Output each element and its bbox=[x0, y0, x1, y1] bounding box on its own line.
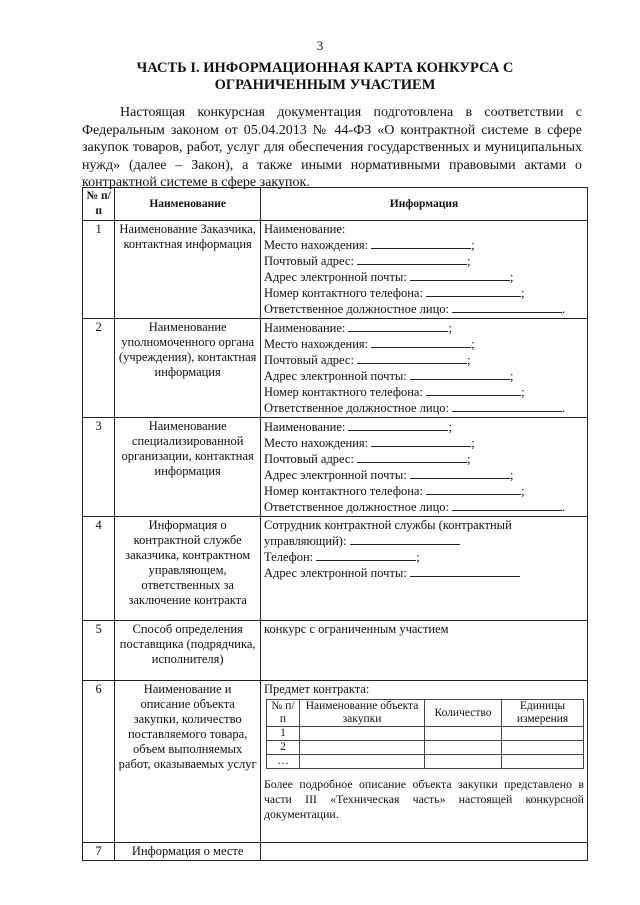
row-info bbox=[261, 418, 588, 517]
field-line: Номер контактного телефона: ; bbox=[264, 385, 525, 399]
row-info bbox=[261, 319, 588, 418]
table-row bbox=[83, 221, 588, 319]
field-line: Адрес электронной почты: ; bbox=[264, 468, 514, 482]
table-row bbox=[83, 681, 588, 843]
row-name: Наименование уполномоченного органа (учреждения), контактная информация bbox=[115, 319, 261, 418]
field-line: Номер контактного телефона: ; bbox=[264, 286, 525, 300]
table-row bbox=[83, 517, 588, 621]
inner-header: № п/п bbox=[267, 700, 300, 727]
inner-header: Количество bbox=[425, 700, 502, 727]
subject-table bbox=[266, 699, 584, 769]
subject-description: Более подробное описание объекта закупки представлено в части III «Техническая часть» настоящей конкурсной документации. bbox=[264, 777, 584, 821]
field-line: Почтовый адрес: ; bbox=[264, 353, 471, 367]
row-info bbox=[261, 221, 588, 319]
row-name: Наименование и описание объекта закупки, количество поставляемого товара, объем выполняемых работ, оказываемых услуг bbox=[115, 681, 261, 843]
row-num: 3 bbox=[83, 418, 115, 517]
inner-cell: … bbox=[267, 755, 300, 769]
header-name: Наименование bbox=[115, 188, 261, 221]
field-line: Ответственное должностное лицо: . bbox=[264, 401, 566, 415]
row-info bbox=[261, 681, 588, 843]
field-line: Наименование: ; bbox=[264, 321, 452, 335]
inner-row bbox=[267, 755, 584, 769]
field-line: Наименование: bbox=[264, 222, 346, 236]
row-num: 5 bbox=[83, 621, 115, 681]
field-line: Место нахождения: ; bbox=[264, 337, 475, 351]
field-line: Место нахождения: ; bbox=[264, 238, 475, 252]
intro-paragraph: Настоящая конкурсная документация подготовлена в соответствии с Федеральным законом от 05.04.2013 № 44-ФЗ «О контрактной системе в сфере закупок товаров, работ, услуг для обеспечения государственных и муниципальных нужд» (далее – Закон), а также иными нормативными правовыми актами о контрактной системе в сфере закупок. bbox=[82, 105, 582, 190]
row-info bbox=[261, 517, 588, 621]
page-number: 3 bbox=[316, 38, 324, 53]
row-name: Способ определения поставщика (подрядчика, исполнителя) bbox=[115, 621, 261, 681]
field-line: Адрес электронной почты: ; bbox=[264, 270, 514, 284]
row-num: 1 bbox=[83, 221, 115, 319]
header-info: Информация bbox=[261, 188, 588, 221]
field-line: Адрес электронной почты: bbox=[264, 565, 584, 581]
subject-label: Предмет контракта: bbox=[264, 682, 370, 696]
field-line: Ответственное должностное лицо: . bbox=[264, 500, 566, 514]
row-num: 4 bbox=[83, 517, 115, 621]
row-info bbox=[261, 843, 588, 861]
row-num: 2 bbox=[83, 319, 115, 418]
inner-row bbox=[267, 741, 584, 755]
row-num: 7 bbox=[83, 843, 115, 861]
row-name: Информация о контрактной службе заказчика, контрактном управляющем, ответственных за заключение контракта bbox=[115, 517, 261, 621]
inner-cell: 1 bbox=[267, 727, 300, 741]
field-line: Почтовый адрес: ; bbox=[264, 254, 471, 268]
inner-header: Наименование объекта закупки bbox=[300, 700, 425, 727]
field-line: Место нахождения: ; bbox=[264, 436, 475, 450]
field-line: Почтовый адрес: ; bbox=[264, 452, 471, 466]
field-line: Телефон: ; bbox=[264, 550, 420, 564]
table-row bbox=[83, 621, 588, 681]
field-line: Сотрудник контрактной службы (контрактный управляющий): bbox=[264, 518, 512, 548]
row-info: конкурс с ограниченным участием bbox=[261, 621, 588, 681]
table-row bbox=[83, 418, 588, 517]
inner-row bbox=[267, 727, 584, 741]
header-num: № п/п bbox=[83, 188, 115, 221]
table-row bbox=[83, 843, 588, 861]
inner-header: Единицы измерения bbox=[502, 700, 584, 727]
row-num: 6 bbox=[83, 681, 115, 843]
table-row bbox=[83, 319, 588, 418]
info-card-table bbox=[82, 187, 588, 861]
field-line: Адрес электронной почты: ; bbox=[264, 369, 514, 383]
inner-cell: 2 bbox=[267, 741, 300, 755]
field-line: Ответственное должностное лицо: . bbox=[264, 302, 566, 316]
field-line: Номер контактного телефона: ; bbox=[264, 484, 525, 498]
row-name: Наименование Заказчика, контактная информация bbox=[115, 221, 261, 319]
field-line: Наименование: ; bbox=[264, 420, 452, 434]
row-name: Наименование специализированной организации, контактная информация bbox=[115, 418, 261, 517]
row-name: Информация о месте bbox=[115, 843, 261, 861]
page-title: ЧАСТЬ I. ИНФОРМАЦИОННАЯ КАРТА КОНКУРСА С ОГРАНИЧЕННЫМ УЧАСТИЕМ bbox=[136, 60, 514, 93]
